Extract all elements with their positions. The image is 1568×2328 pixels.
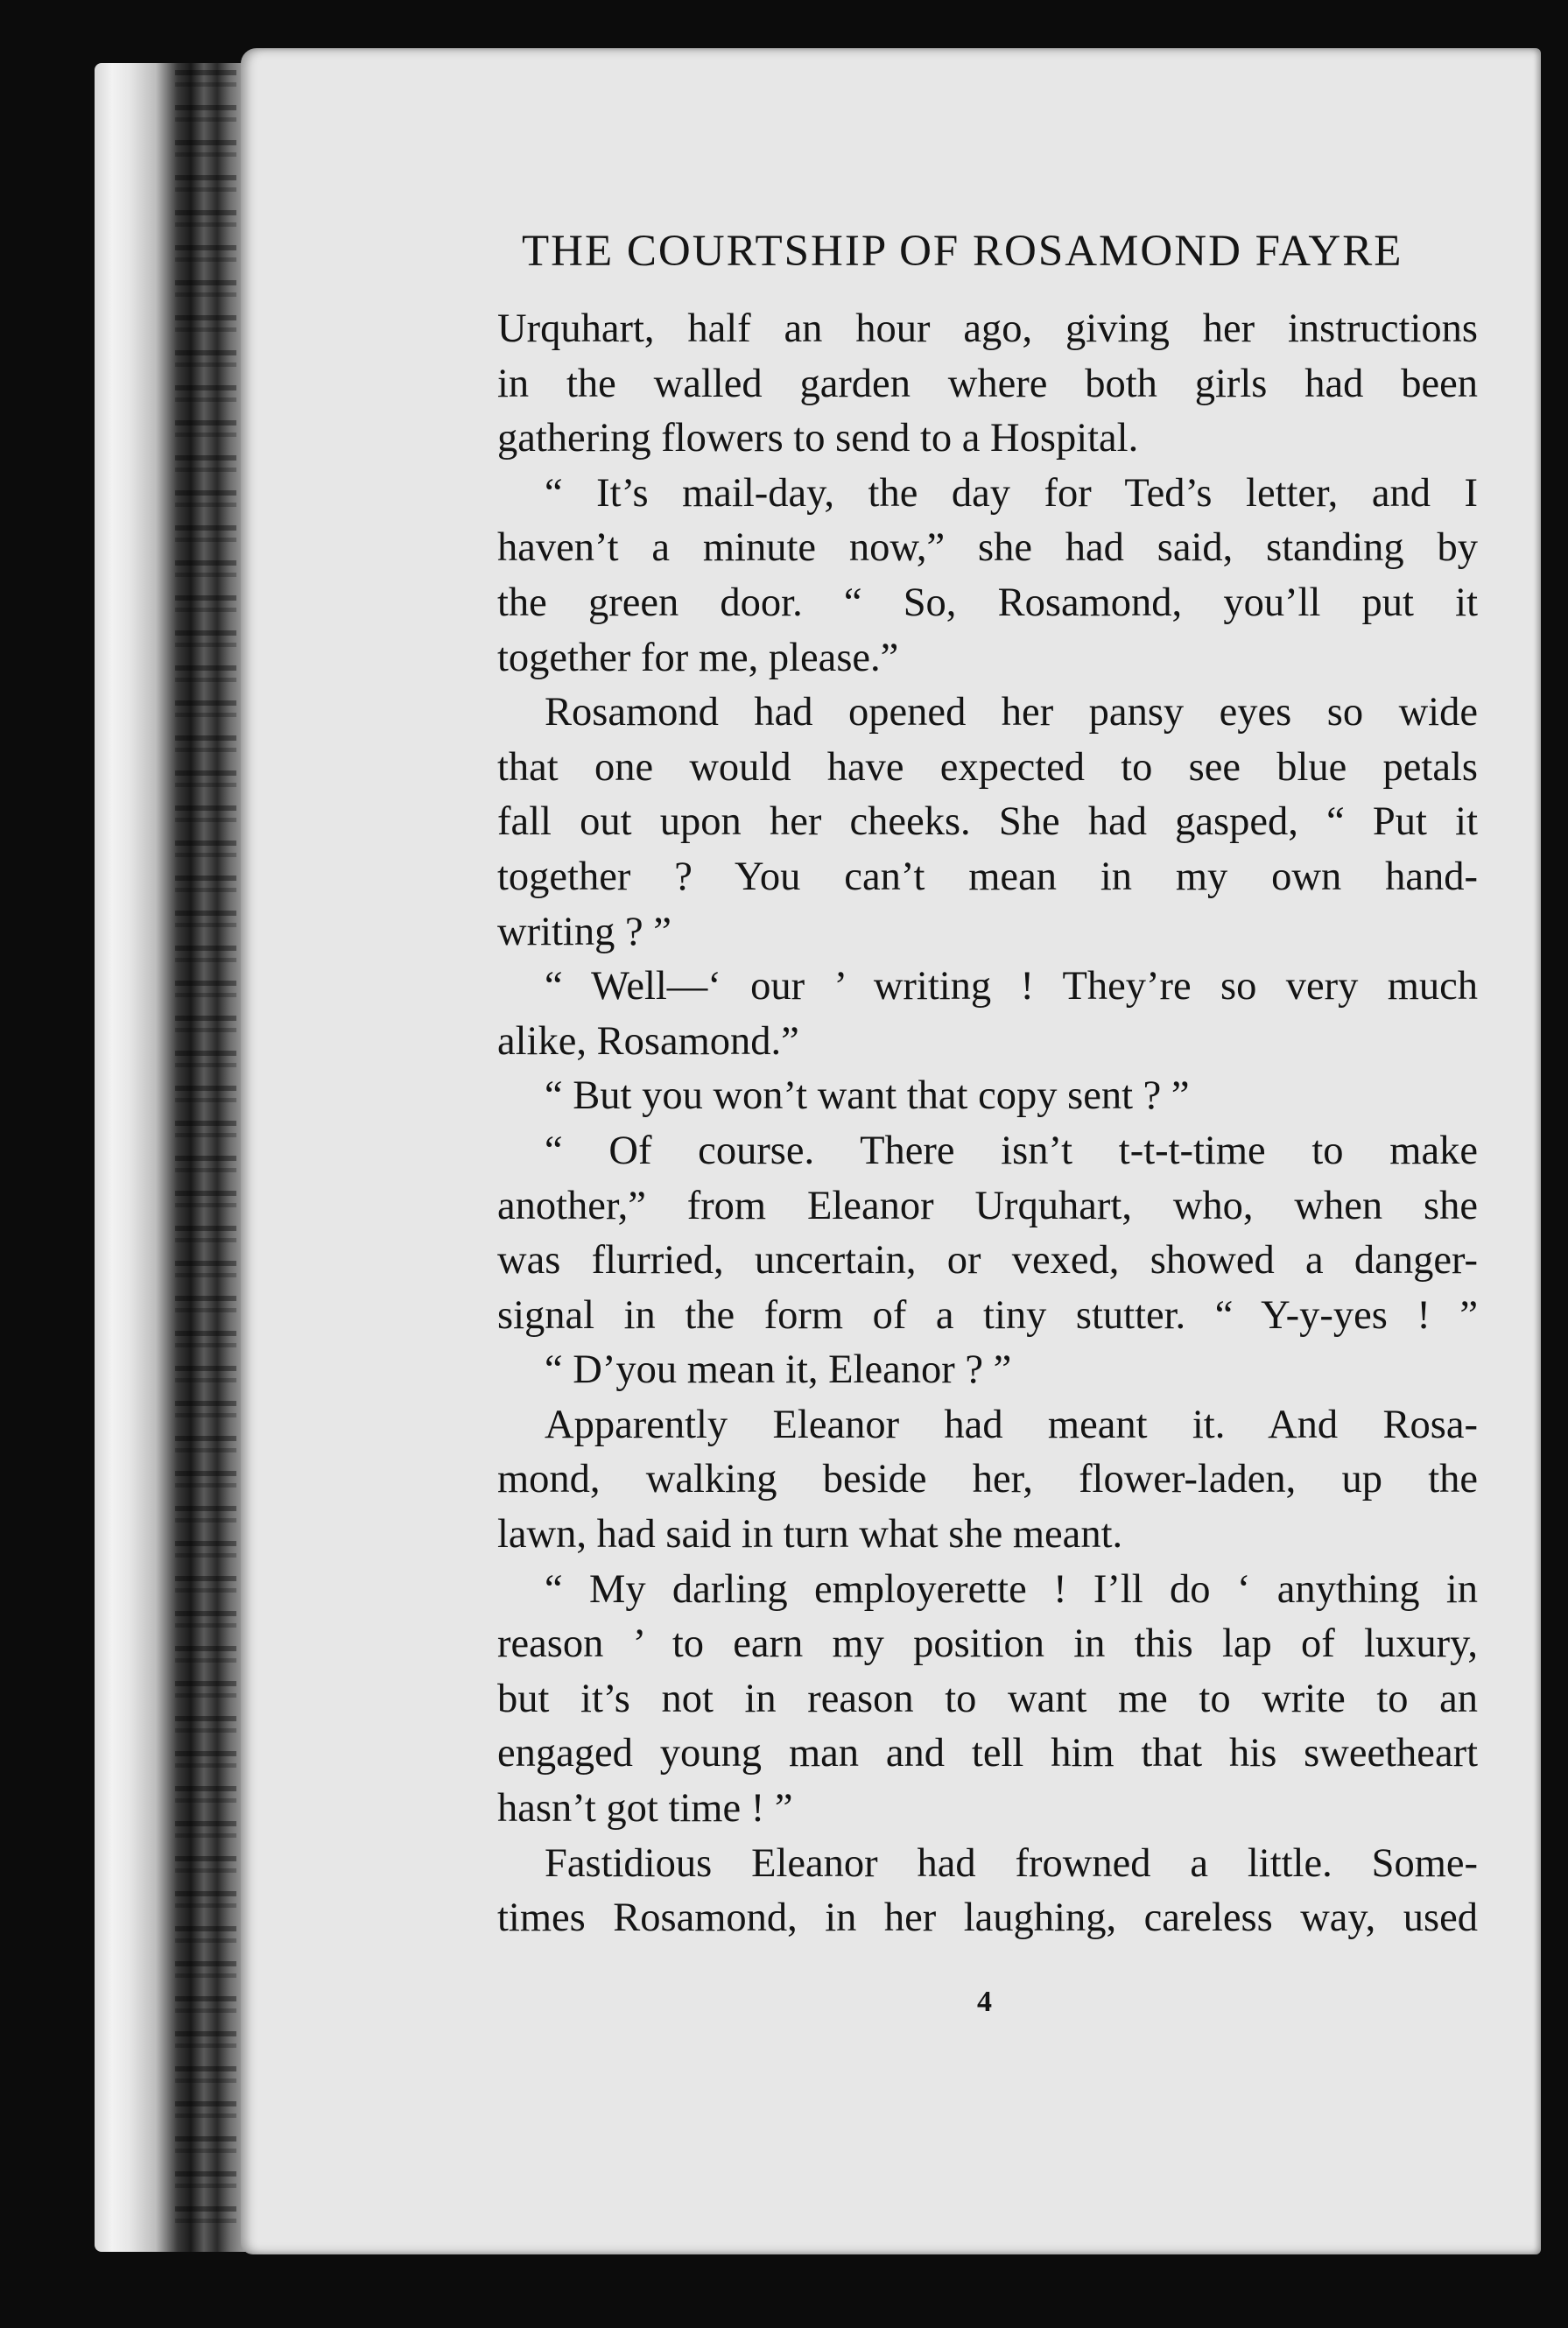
text-line: “ D’you mean it, Eleanor ? ”: [545, 1347, 1012, 1393]
text-line: times Rosamond, in her laughing, careless way, used: [497, 1895, 1478, 1941]
body-text: [497, 302, 1478, 1946]
text-line: Rosamond had opened her pansy eyes so wide: [545, 690, 1478, 735]
text-line: haven’t a minute now,” she had said, standing by: [497, 525, 1478, 571]
text-line: alike, Rosamond.”: [497, 1018, 799, 1064]
text-line: Apparently Eleanor had meant it. And Rosa-: [545, 1402, 1478, 1447]
text-line: Urquhart, half an hour ago, giving her instructions: [497, 306, 1478, 351]
text-line: “ My darling employerette ! I’ll do ‘ anything in: [545, 1566, 1478, 1612]
text-line: signal in the form of a tiny stutter. “ Y-y-yes ! ”: [497, 1292, 1478, 1338]
text-line: another,” from Eleanor Urquhart, who, when she: [497, 1183, 1478, 1228]
text-line: hasn’t got time ! ”: [497, 1786, 793, 1832]
page-number: 4: [977, 1986, 992, 2018]
text-line: gathering flowers to send to a Hospital.: [497, 416, 1139, 461]
text-line: that one would have expected to see blue petals: [497, 744, 1478, 790]
text-line: in the walled garden where both girls had been: [497, 361, 1478, 406]
text-line: engaged young man and tell him that his sweetheart: [497, 1731, 1478, 1776]
text-line: the green door. “ So, Rosamond, you’ll put it: [497, 580, 1478, 625]
text-line: Fastidious Eleanor had frowned a little. Some-: [545, 1840, 1478, 1886]
text-line: together for me, please.”: [497, 635, 899, 680]
text-line: fall out upon her cheeks. She had gasped, “ Put it: [497, 799, 1478, 845]
text-line: mond, walking beside her, flower-laden, up the: [497, 1457, 1478, 1502]
text-line: but it’s not in reason to want me to write to an: [497, 1676, 1478, 1721]
text-line: was flurried, uncertain, or vexed, showed a danger-: [497, 1238, 1478, 1284]
text-line: writing ? ”: [497, 909, 671, 954]
text-line: “ Well—‘ our ’ writing ! They’re so very much: [545, 964, 1478, 1009]
text-line: “ But you won’t want that copy sent ? ”: [545, 1073, 1190, 1119]
running-head: THE COURTSHIP OF ROSAMOND FAYRE: [522, 227, 1403, 276]
text-line: reason ’ to earn my position in this lap of luxury,: [497, 1621, 1478, 1667]
text-line: “ It’s mail-day, the day for Ted’s letter, and I: [545, 470, 1478, 516]
text-line: lawn, had said in turn what she meant.: [497, 1512, 1123, 1558]
text-line: together ? You can’t mean in my own hand-: [497, 854, 1478, 899]
text-line: “ Of course. There isn’t t-t-t-time to make: [545, 1128, 1478, 1173]
page-edge-shading: [175, 70, 236, 2241]
